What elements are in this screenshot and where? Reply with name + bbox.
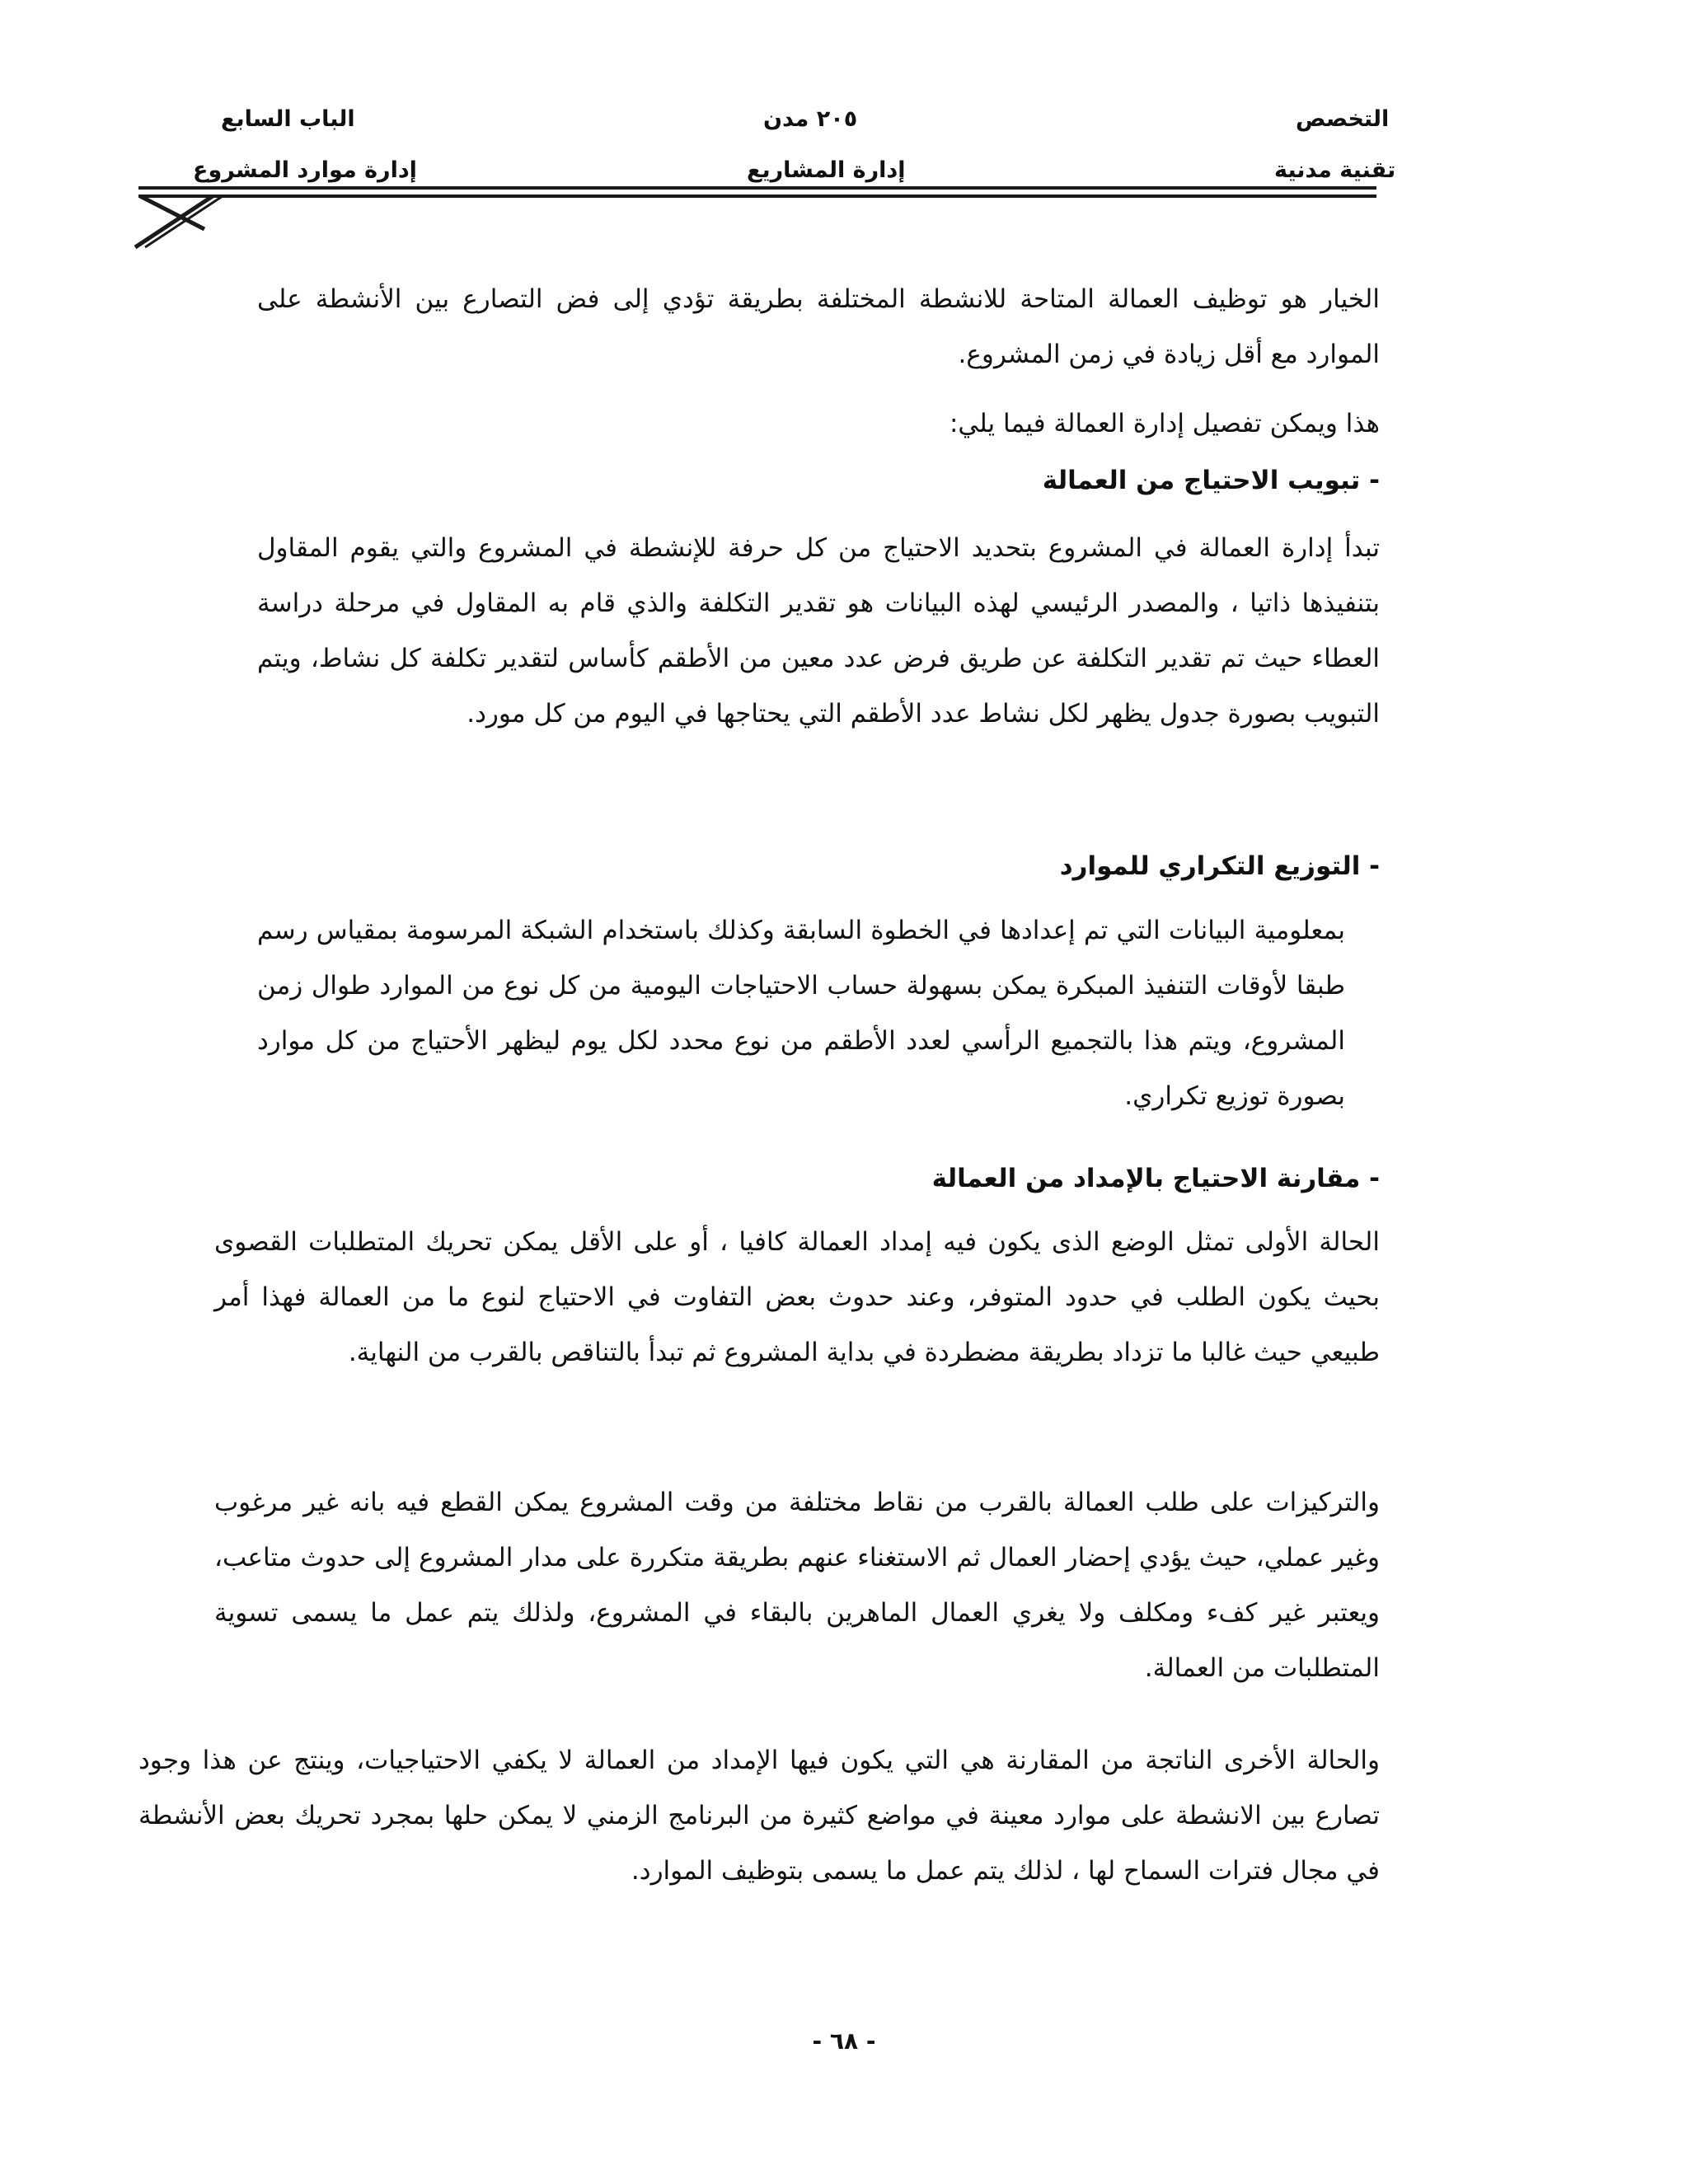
header-decorative-lines [0, 0, 1688, 264]
paragraph-5: الحالة الأولى تمثل الوضع الذى يكون فيه إمداد العمالة كافيا ، أو على الأقل يمكن تحريك المتطلبات القصوى بحيث يكون الطلب في حدود المتوفر، وعند حدوث بعض التفاوت في الاحتياج لنوع ما من العمالة فهذا أمر طبيعي حيث غالبا ما تزداد بطريقة مضطردة في بداية المشروع ثم تبدأ بالتناقص بالقرب من النهاية. [214, 1227, 1380, 1367]
paragraph-1: الخيار هو توظيف العمالة المتاحة للانشطة المختلفة بطريقة تؤدي إلى فض التصارع بين الأنشطة على الموارد مع أقل زيادة في زمن المشروع. [257, 284, 1380, 369]
paragraph-4: بمعلومية البيانات التي تم إعدادها في الخطوة السابقة وكذلك باستخدام الشبكة المرسومة بمقياس رسم طبقا لأوقات التنفيذ المبكرة يمكن بسهولة حساب الاحتياجات اليومية من كل نوع من الموارد طوال زمن المشروع، ويتم هذا بالتجميع الرأسي لعدد الأطقم من نوع محدد لكل يوم ليظهر الأحتياج من كل موارد بصورة توزيع تكراري. [257, 916, 1345, 1111]
heading-labor-classification: - تبويب الاحتياج من العمالة [1042, 466, 1380, 495]
header-chapter-title: إدارة موارد المشروع [193, 157, 417, 183]
header-specialty-label: التخصص [1296, 106, 1390, 132]
heading-demand-supply-comparison: - مقارنة الاحتياج بالإمداد من العمالة [931, 1164, 1380, 1193]
header-chapter-label: الباب السابع [221, 106, 355, 132]
header-course-code: ٢٠٥ مدن [763, 106, 858, 132]
header-course-name: إدارة المشاريع [747, 157, 906, 183]
paragraph-2: هذا ويمكن تفصيل إدارة العمالة فيما يلي: [949, 409, 1380, 438]
page-number: - ٦٨ - [812, 2027, 876, 2055]
paragraph-6: والتركيزات على طلب العمالة بالقرب من نقاط مختلفة من وقت المشروع يمكن القطع فيه بانه غير مرغوب وغير عملي، حيث يؤدي إحضار العمال ثم الاستغناء عنهم بطريقة متكررة على مدار المشروع إلى حدوث متاعب، ويعتبر غير كفء ومكلف ولا يغري العمال الماهرين بالبقاء في المشروع، ولذلك يتم عمل ما يسمى تسوية المتطلبات من العمالة. [214, 1488, 1380, 1683]
paragraph-3: تبدأ إدارة العمالة في المشروع بتحديد الاحتياج من كل حرفة للإنشطة في المشروع والتي يقوم المقاول بتنفيذها ذاتيا ، والمصدر الرئيسي لهذه البيانات هو تقدير التكلفة والذي قام به المقاول في مرحلة دراسة العطاء حيث تم تقدير التكلفة عن طريق فرض عدد معين من الأطقم كأساس لتقدير تكلفة كل نشاط، ويتم التبويب بصورة جدول يظهر لكل نشاط عدد الأطقم التي يحتاجها في اليوم من كل مورد. [257, 533, 1380, 729]
diagonal-line-2 [135, 196, 213, 247]
heading-frequency-distribution: - التوزيع التكراري للموارد [1059, 851, 1380, 881]
paragraph-7: والحالة الأخرى الناتجة من المقارنة هي التي يكون فيها الإمداد من العمالة لا يكفي الاحتياجيات، وينتج عن هذا وجود تصارع بين الانشطة على موارد معينة في مواضع كثيرة من البرنامج الزمني لا يمكن حلها بمجرد تحريك بعض الأنشطة في مجال فترات السماح لها ، لذلك يتم عمل ما يسمى بتوظيف الموارد. [138, 1746, 1380, 1886]
header-specialty-value: تقنية مدنية [1274, 157, 1396, 183]
